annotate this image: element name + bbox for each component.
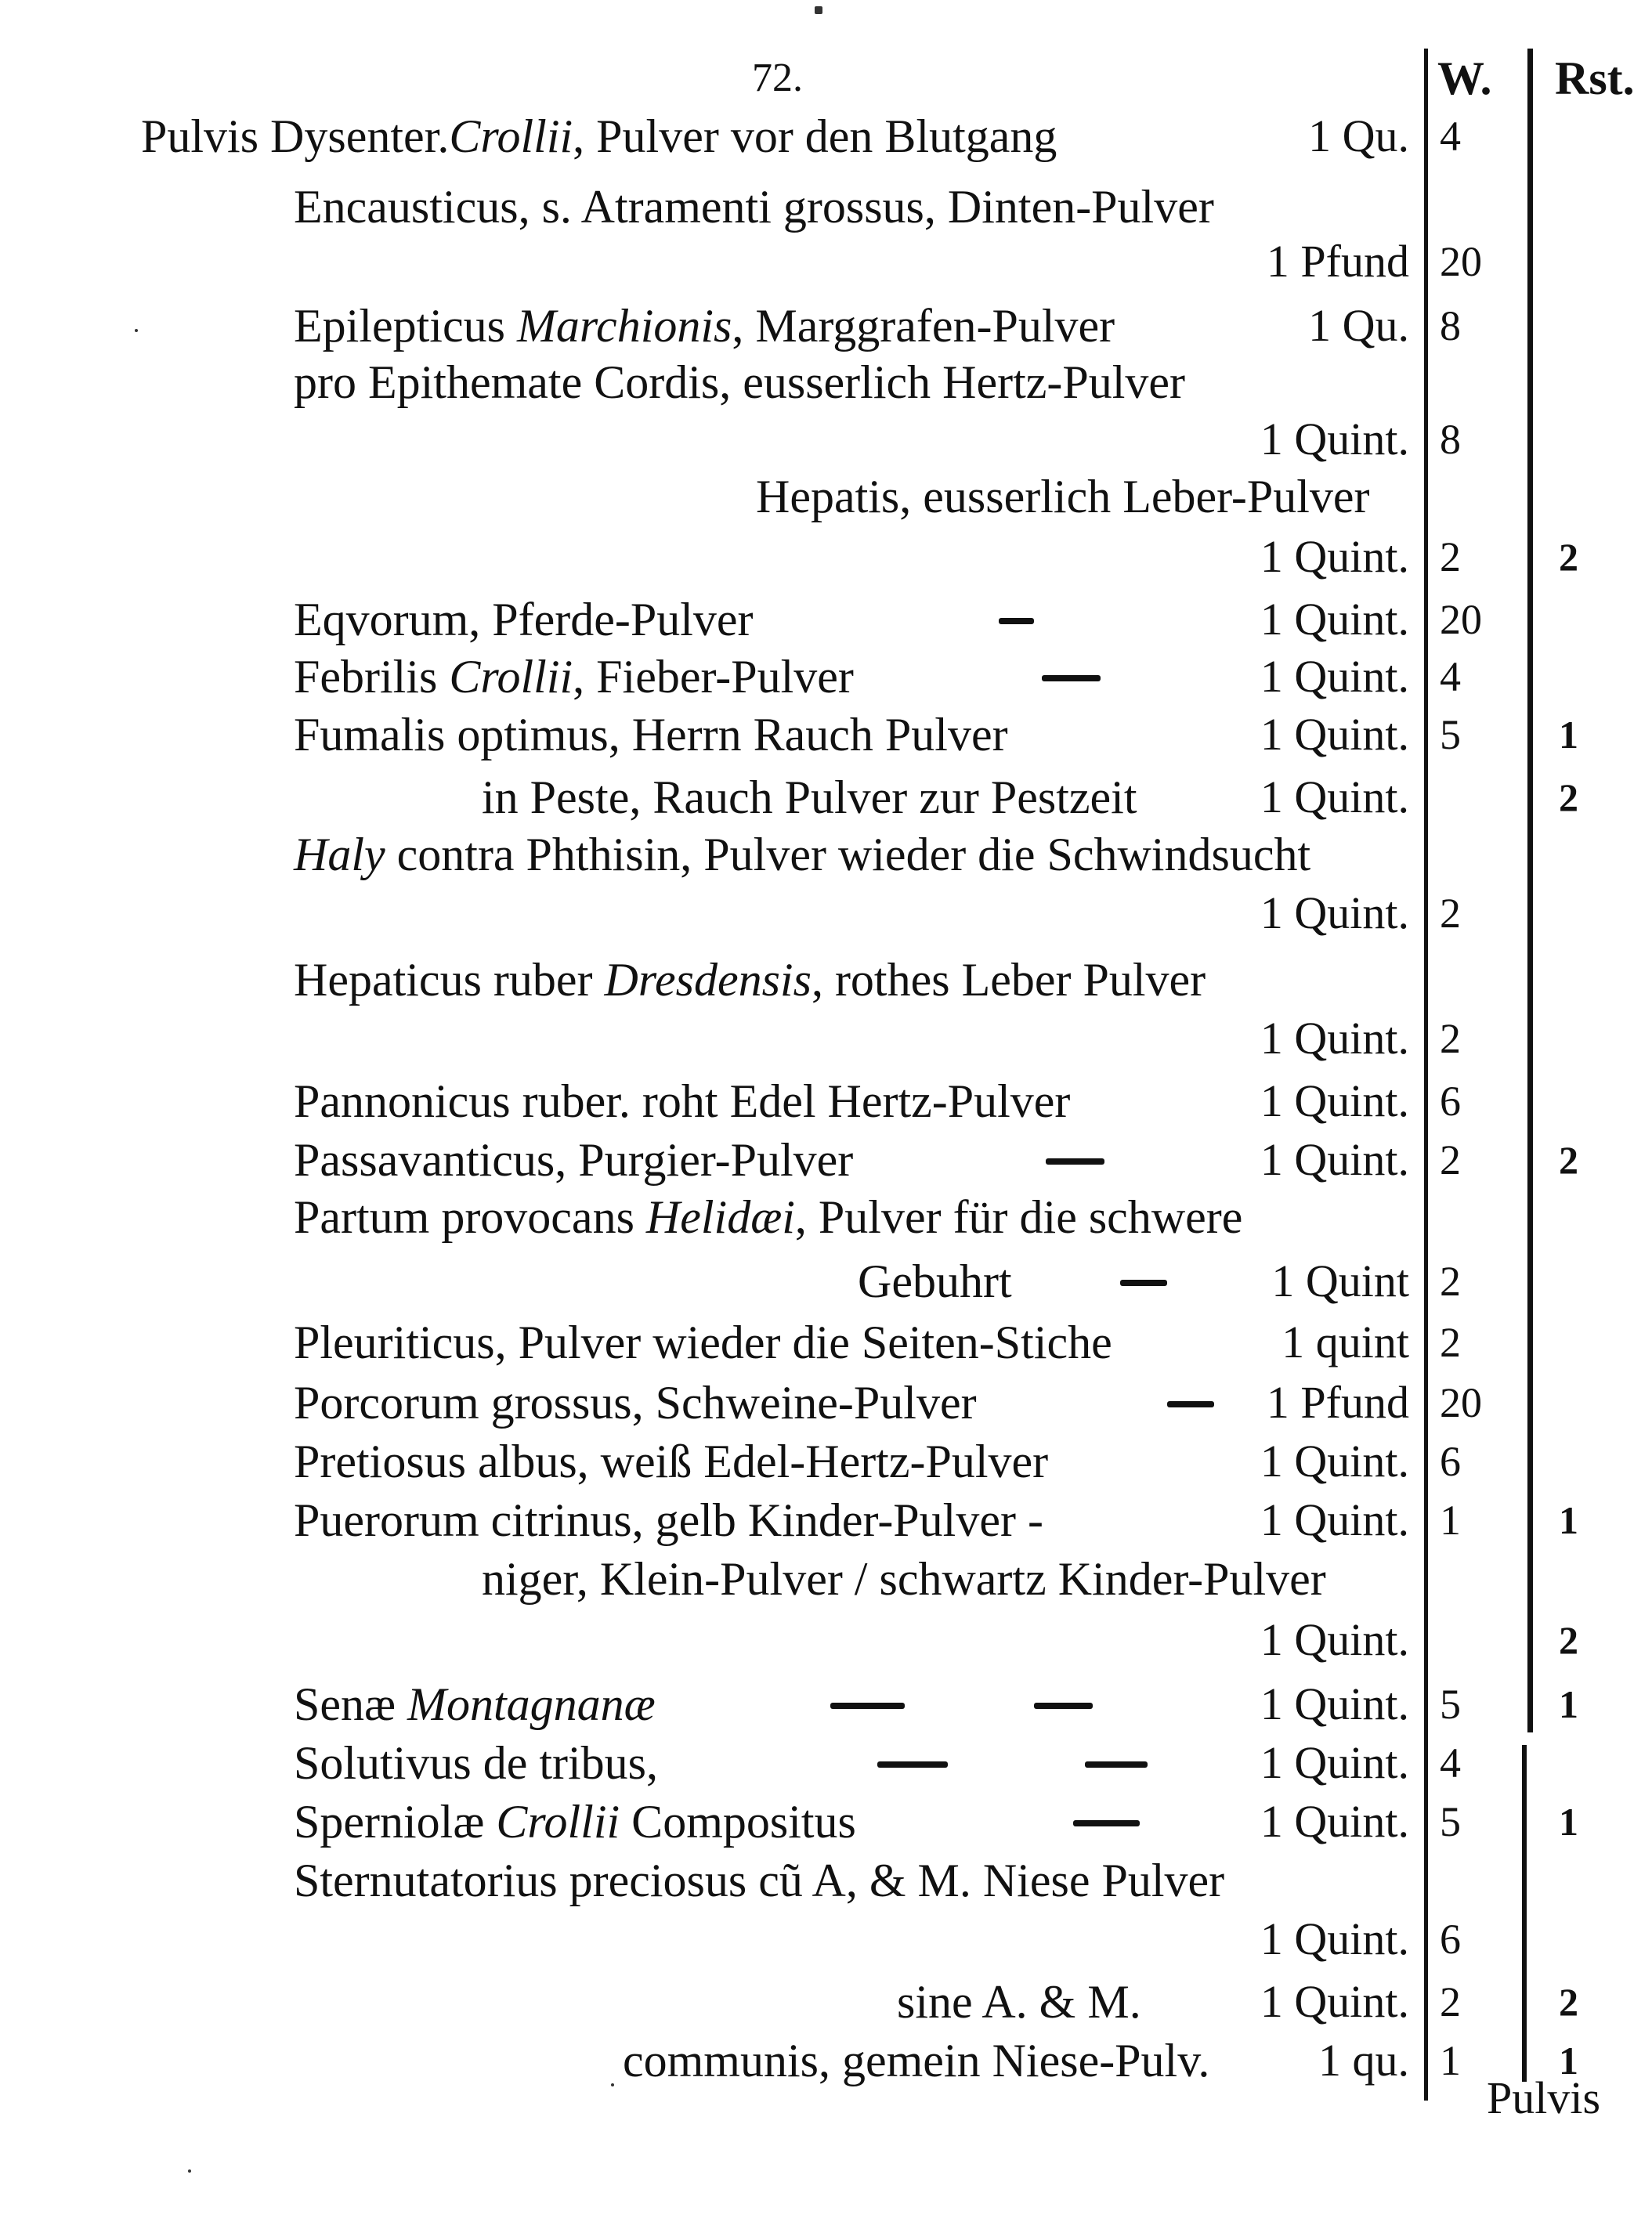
entry-row bbox=[0, 1375, 1652, 1431]
entry-rst-value: 2 bbox=[1559, 1618, 1578, 1662]
entry-row bbox=[0, 298, 1652, 354]
entry-row bbox=[0, 648, 1652, 705]
entry-quantity: 1 Quint. bbox=[1260, 414, 1409, 464]
entry-quantity: 1 Quint. bbox=[1260, 1976, 1409, 2027]
entry-row bbox=[0, 952, 1652, 1008]
dash-leader bbox=[1034, 1703, 1093, 1709]
entry-rst-value: 2 bbox=[1559, 775, 1578, 819]
entry-row bbox=[0, 354, 1652, 410]
entry-quantity: 1 Quint. bbox=[1260, 1013, 1409, 1064]
entry-name: communis, gemein Niese-Pulv. bbox=[623, 2035, 1210, 2086]
entry-quantity: 1 Qu. bbox=[1308, 300, 1409, 351]
entry-w-value: 20 bbox=[1440, 1379, 1482, 1426]
entry-rst-value: 2 bbox=[1559, 535, 1578, 579]
entry-row bbox=[0, 1492, 1652, 1548]
entry-row bbox=[0, 1132, 1652, 1188]
entry-row bbox=[0, 885, 1652, 941]
column-header-w: W. bbox=[1437, 52, 1492, 104]
entry-row bbox=[0, 1189, 1652, 1245]
entry-quantity: 1 Pfund bbox=[1266, 1377, 1409, 1428]
entry-quantity: 1 Quint. bbox=[1260, 771, 1409, 822]
entry-rst-value: 1 bbox=[1559, 1498, 1578, 1542]
entry-row bbox=[0, 1794, 1652, 1850]
entry-w-value: 5 bbox=[1440, 1798, 1461, 1845]
entry-w-value: 4 bbox=[1440, 1739, 1461, 1786]
entry-row bbox=[0, 108, 1652, 164]
entry-rst-value: 1 bbox=[1559, 713, 1578, 757]
entry-row bbox=[0, 1612, 1652, 1668]
dash-leader bbox=[1120, 1280, 1167, 1286]
entry-name: Hepatis, eusserlich Leber-Pulver bbox=[756, 471, 1370, 522]
entry-w-value: 2 bbox=[1440, 1258, 1461, 1305]
page-number: 72. bbox=[752, 56, 803, 100]
entry-w-value: 2 bbox=[1440, 1136, 1461, 1183]
entry-w-value: 2 bbox=[1440, 1015, 1461, 1062]
entry-name: Encausticus, s. Atramenti grossus, Dinten-Pulver bbox=[294, 181, 1214, 233]
entry-row bbox=[0, 1314, 1652, 1371]
entry-name: pro Epithemate Cordis, eusserlich Hertz-Pulver bbox=[294, 356, 1186, 408]
entry-w-value: 6 bbox=[1440, 1078, 1461, 1125]
entry-row bbox=[0, 179, 1652, 235]
column-header-rst: Rst. bbox=[1555, 52, 1635, 104]
entry-name: Pannonicus ruber. roht Edel Hertz-Pulver bbox=[294, 1075, 1071, 1127]
entry-row bbox=[0, 1911, 1652, 1967]
entry-quantity: 1 Quint. bbox=[1260, 531, 1409, 582]
entry-quantity: 1 Quint. bbox=[1260, 1796, 1409, 1847]
dash-leader bbox=[830, 1703, 905, 1709]
entry-rst-value: 2 bbox=[1559, 1980, 1578, 2024]
ink-speck bbox=[815, 6, 822, 14]
entry-rst-value: 1 bbox=[1559, 1800, 1578, 1844]
entry-name: Pretiosus albus, weiß Edel-Hertz-Pulver bbox=[294, 1436, 1049, 1487]
entry-quantity: 1 Quint. bbox=[1260, 594, 1409, 645]
entry-name: sine A. & M. bbox=[897, 1976, 1141, 2028]
entry-quantity: 1 Quint. bbox=[1260, 709, 1409, 760]
entry-w-value: 20 bbox=[1440, 238, 1482, 285]
entry-row bbox=[0, 233, 1652, 290]
entry-quantity: 1 Quint. bbox=[1260, 1494, 1409, 1545]
entry-rst-value: 1 bbox=[1559, 2039, 1578, 2083]
entry-w-value: 20 bbox=[1440, 596, 1482, 643]
entry-quantity: 1 Quint bbox=[1271, 1255, 1409, 1306]
entry-w-value: 2 bbox=[1440, 1319, 1461, 1366]
entry-quantity: 1 Quint. bbox=[1260, 651, 1409, 702]
entry-name: Sperniolæ Crollii Compositus bbox=[294, 1796, 856, 1848]
catchword: Pulvis bbox=[1487, 2072, 1601, 2123]
entry-w-value: 2 bbox=[1440, 533, 1461, 580]
entry-rst-value: 1 bbox=[1559, 1682, 1578, 1726]
dash-leader bbox=[877, 1761, 948, 1768]
entry-w-value: 2 bbox=[1440, 1978, 1461, 2025]
entry-name: Puerorum citrinus, gelb Kinder-Pulver - bbox=[294, 1494, 1043, 1546]
entry-name: Senæ Montagnanæ bbox=[294, 1678, 656, 1730]
entry-quantity: 1 qu. bbox=[1318, 2035, 1409, 2086]
entry-name: Pulvis Dysenter.Crollii, Pulver vor den Blutgang bbox=[141, 110, 1057, 162]
entry-row bbox=[0, 411, 1652, 468]
entry-name: Fumalis optimus, Herrn Rauch Pulver bbox=[294, 709, 1008, 760]
entry-w-value: 5 bbox=[1440, 1681, 1461, 1728]
ink-speck bbox=[611, 2083, 614, 2086]
entry-row bbox=[0, 1433, 1652, 1490]
entry-name: Solutivus de tribus, bbox=[294, 1737, 659, 1789]
entry-name: Eqvorum, Pferde-Pulver bbox=[294, 594, 754, 645]
entry-name: Sternutatorius preciosus cũ A, & M. Niese Pulver bbox=[294, 1855, 1225, 1906]
entry-quantity: 1 Quint. bbox=[1260, 887, 1409, 938]
entry-row bbox=[0, 1852, 1652, 1909]
entry-row bbox=[0, 1676, 1652, 1732]
entry-name: Porcorum grossus, Schweine-Pulver bbox=[294, 1377, 977, 1429]
entry-quantity: 1 Quint. bbox=[1260, 1913, 1409, 1964]
entry-row bbox=[0, 1974, 1652, 2030]
entry-quantity: 1 Quint. bbox=[1260, 1134, 1409, 1185]
entry-name: in Peste, Rauch Pulver zur Pestzeit bbox=[482, 771, 1137, 823]
dash-leader bbox=[1073, 1820, 1140, 1826]
entry-rst-value: 2 bbox=[1559, 1138, 1578, 1182]
entry-row bbox=[0, 529, 1652, 585]
entry-row bbox=[0, 1253, 1652, 1310]
entry-row bbox=[0, 706, 1652, 763]
entry-w-value: 4 bbox=[1440, 113, 1461, 160]
entry-row bbox=[0, 1073, 1652, 1129]
dash-leader bbox=[1046, 1158, 1104, 1165]
dash-leader bbox=[1042, 675, 1101, 681]
entry-row bbox=[0, 826, 1652, 883]
entry-row bbox=[0, 1010, 1652, 1067]
entry-name: Pleuriticus, Pulver wieder die Seiten-Stiche bbox=[294, 1317, 1112, 1368]
entry-name: Haly contra Phthisin, Pulver wieder die Schwindsucht bbox=[294, 829, 1311, 880]
dash-leader bbox=[1167, 1401, 1214, 1407]
entry-name: niger, Klein-Pulver / schwartz Kinder-Pulver bbox=[482, 1553, 1326, 1605]
entry-name: Partum provocans Helidæi, Pulver für die schwere bbox=[294, 1191, 1243, 1243]
entry-w-value: 5 bbox=[1440, 711, 1461, 758]
entry-name: Gebuhrt bbox=[858, 1255, 1012, 1307]
entry-name: Febrilis Crollii, Fieber-Pulver bbox=[294, 651, 854, 703]
entry-w-value: 1 bbox=[1440, 1497, 1461, 1544]
entry-quantity: 1 Quint. bbox=[1260, 1436, 1409, 1487]
dash-leader bbox=[1085, 1761, 1148, 1768]
dash-leader bbox=[999, 618, 1034, 624]
entry-name: Hepaticus ruber Dresdensis, rothes Leber Pulver bbox=[294, 954, 1206, 1006]
ink-speck bbox=[188, 2169, 191, 2173]
entry-w-value: 8 bbox=[1440, 416, 1461, 463]
entry-row bbox=[0, 591, 1652, 648]
entry-row bbox=[0, 2032, 1652, 2089]
entry-quantity: 1 Quint. bbox=[1260, 1614, 1409, 1665]
entry-quantity: 1 quint bbox=[1281, 1317, 1409, 1367]
entry-quantity: 1 Qu. bbox=[1308, 110, 1409, 161]
entry-w-value: 4 bbox=[1440, 653, 1461, 700]
entry-w-value: 2 bbox=[1440, 890, 1461, 937]
entry-w-value: 1 bbox=[1440, 2037, 1461, 2084]
entry-w-value: 6 bbox=[1440, 1438, 1461, 1485]
entry-quantity: 1 Quint. bbox=[1260, 1737, 1409, 1788]
entry-row bbox=[0, 769, 1652, 825]
entry-w-value: 6 bbox=[1440, 1916, 1461, 1963]
entry-row bbox=[0, 1551, 1652, 1607]
ink-speck bbox=[135, 329, 138, 332]
entry-name: Epilepticus Marchionis, Marggrafen-Pulver bbox=[294, 300, 1115, 352]
entry-w-value: 8 bbox=[1440, 302, 1461, 349]
entry-quantity: 1 Pfund bbox=[1266, 236, 1409, 287]
entry-row bbox=[0, 468, 1652, 525]
entry-row bbox=[0, 1735, 1652, 1791]
entry-name: Passavanticus, Purgier-Pulver bbox=[294, 1134, 854, 1186]
entry-quantity: 1 Quint. bbox=[1260, 1678, 1409, 1729]
entry-quantity: 1 Quint. bbox=[1260, 1075, 1409, 1126]
